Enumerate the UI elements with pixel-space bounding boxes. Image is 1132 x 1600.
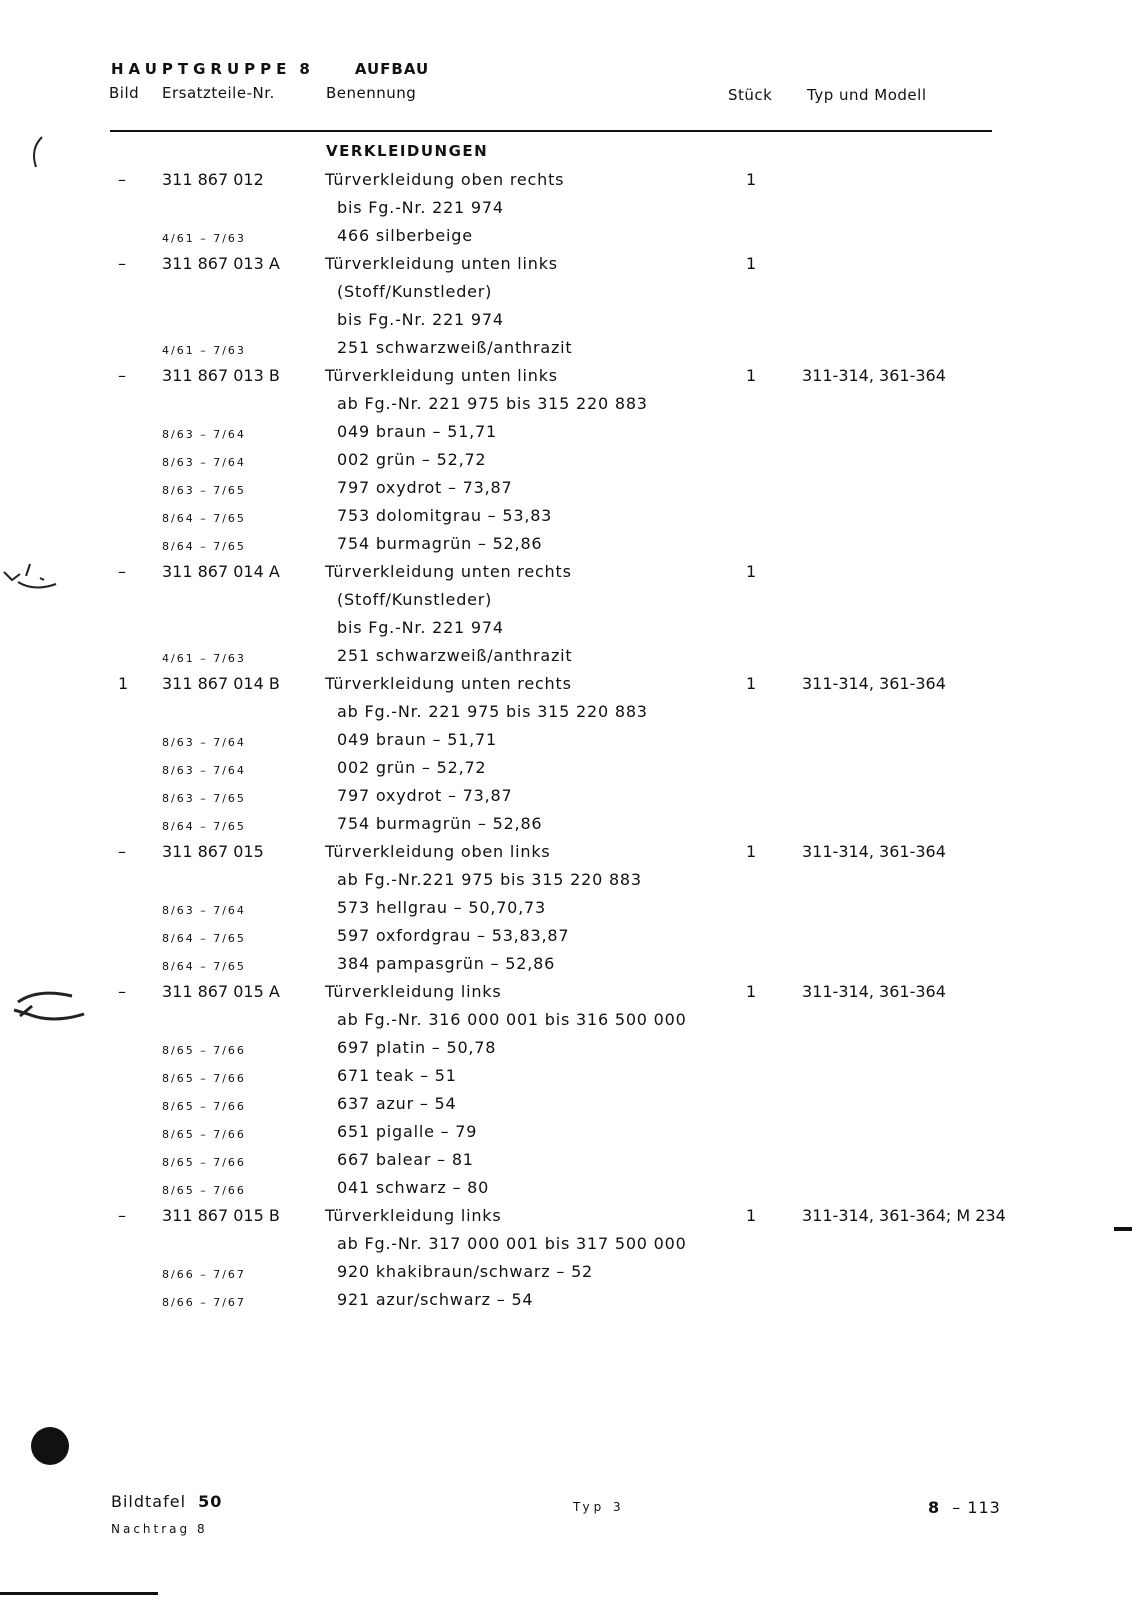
quantity-cell: 1 — [746, 982, 757, 1001]
description-cell: 041 schwarz – 80 — [337, 1178, 490, 1197]
description-cell: 671 teak – 51 — [337, 1066, 457, 1085]
table-row — [0, 170, 1132, 198]
table-row — [0, 702, 1132, 730]
date-range-cell: 8/63 – 7/64 — [162, 736, 246, 749]
table-row — [0, 1094, 1132, 1122]
date-range-cell: 8/66 – 7/67 — [162, 1268, 246, 1281]
table-row — [0, 198, 1132, 226]
description-cell: 921 azur/schwarz – 54 — [337, 1290, 534, 1309]
quantity-cell: 1 — [746, 254, 757, 273]
description-cell: bis Fg.-Nr. 221 974 — [337, 310, 504, 329]
part-number-cell: 311 867 015 — [162, 842, 264, 861]
date-range-cell: 8/64 – 7/65 — [162, 820, 246, 833]
table-row — [0, 1150, 1132, 1178]
table-row — [0, 758, 1132, 786]
scan-bracket-mark — [26, 135, 46, 171]
bild-cell: – — [118, 842, 126, 861]
type-model-cell: 311-314, 361-364 — [802, 982, 946, 1001]
date-range-cell: 8/65 – 7/66 — [162, 1044, 246, 1057]
page-number-value: – 113 — [952, 1498, 1001, 1517]
type-model-cell: 311-314, 361-364 — [802, 674, 946, 693]
date-range-cell: 8/65 – 7/66 — [162, 1156, 246, 1169]
description-cell: Türverkleidung links — [325, 982, 502, 1001]
punch-hole-mark — [28, 1424, 72, 1468]
description-cell: 667 balear – 81 — [337, 1150, 474, 1169]
part-number-cell: 311 867 015 A — [162, 982, 280, 1001]
description-cell: 251 schwarzweiß/anthrazit — [337, 646, 573, 665]
table-row — [0, 618, 1132, 646]
edge-mark — [1114, 1227, 1132, 1231]
description-cell: 754 burmagrün – 52,86 — [337, 814, 543, 833]
table-row — [0, 926, 1132, 954]
quantity-cell: 1 — [746, 562, 757, 581]
table-row — [0, 1234, 1132, 1262]
description-cell: bis Fg.-Nr. 221 974 — [337, 198, 504, 217]
type-model-cell: 311-314, 361-364 — [802, 842, 946, 861]
table-row — [0, 982, 1132, 1010]
description-cell: ab Fg.-Nr. 221 975 bis 315 220 883 — [337, 702, 648, 721]
quantity-cell: 1 — [746, 1206, 757, 1225]
table-row — [0, 1038, 1132, 1066]
date-range-cell: 4/61 – 7/63 — [162, 344, 246, 357]
main-group-label: HAUPTGRUPPE — [111, 60, 292, 78]
table-row — [0, 506, 1132, 534]
column-header-description: Benennung — [326, 84, 417, 102]
date-range-cell: 8/63 – 7/65 — [162, 484, 246, 497]
table-row — [0, 562, 1132, 590]
description-cell: 597 oxfordgrau – 53,83,87 — [337, 926, 570, 945]
description-cell: 920 khakibraun/schwarz – 52 — [337, 1262, 594, 1281]
date-range-cell: 8/65 – 7/66 — [162, 1100, 246, 1113]
vehicle-type: Typ 3 — [573, 1500, 625, 1514]
description-cell: 251 schwarzweiß/anthrazit — [337, 338, 573, 357]
date-range-cell: 4/61 – 7/63 — [162, 652, 246, 665]
table-row — [0, 898, 1132, 926]
date-range-cell: 8/66 – 7/67 — [162, 1296, 246, 1309]
description-cell: 049 braun – 51,71 — [337, 422, 498, 441]
date-range-cell: 8/63 – 7/64 — [162, 904, 246, 917]
description-cell: 754 burmagrün – 52,86 — [337, 534, 543, 553]
description-cell: ab Fg.-Nr. 317 000 001 bis 317 500 000 — [337, 1234, 687, 1253]
part-number-cell: 311 867 013 A — [162, 254, 280, 273]
table-row — [0, 1262, 1132, 1290]
date-range-cell: 8/63 – 7/64 — [162, 456, 246, 469]
quantity-cell: 1 — [746, 674, 757, 693]
date-range-cell: 8/65 – 7/66 — [162, 1184, 246, 1197]
description-cell: bis Fg.-Nr. 221 974 — [337, 618, 504, 637]
column-header-quantity: Stück — [728, 86, 773, 104]
description-cell: 384 pampasgrün – 52,86 — [337, 954, 556, 973]
description-cell: Türverkleidung oben links — [325, 842, 551, 861]
section-title: VERKLEIDUNGEN — [326, 142, 489, 160]
description-cell: ab Fg.-Nr. 221 975 bis 315 220 883 — [337, 394, 648, 413]
table-row — [0, 1066, 1132, 1094]
description-cell: 573 hellgrau – 50,70,73 — [337, 898, 547, 917]
description-cell: ab Fg.-Nr. 316 000 001 bis 316 500 000 — [337, 1010, 687, 1029]
main-group-number: 8 — [299, 60, 315, 78]
date-range-cell: 8/65 – 7/66 — [162, 1128, 246, 1141]
description-cell: 466 silberbeige — [337, 226, 473, 245]
table-row — [0, 730, 1132, 758]
date-range-cell: 8/64 – 7/65 — [162, 512, 246, 525]
table-row — [0, 842, 1132, 870]
table-row — [0, 590, 1132, 618]
description-cell: 002 grün – 52,72 — [337, 450, 487, 469]
page-number — [928, 1498, 1001, 1517]
description-cell: 049 braun – 51,71 — [337, 730, 498, 749]
table-row — [0, 450, 1132, 478]
page-group-number: 8 — [928, 1498, 941, 1517]
scan-smudge-mark — [0, 556, 64, 596]
table-row — [0, 394, 1132, 422]
part-number-cell: 311 867 014 A — [162, 562, 280, 581]
date-range-cell: 4/61 – 7/63 — [162, 232, 246, 245]
table-row — [0, 366, 1132, 394]
date-range-cell: 8/64 – 7/65 — [162, 960, 246, 973]
plate-number: 50 — [198, 1492, 223, 1511]
date-range-cell: 8/64 – 7/65 — [162, 932, 246, 945]
supplement-note: Nachtrag 8 — [111, 1522, 208, 1536]
bild-cell: – — [118, 366, 126, 385]
bottom-edge-mark — [0, 1592, 158, 1595]
type-model-cell: 311-314, 361-364 — [802, 366, 946, 385]
table-row — [0, 478, 1132, 506]
description-cell: 002 grün – 52,72 — [337, 758, 487, 777]
bild-cell: 1 — [118, 674, 129, 693]
description-cell: 753 dolomitgrau – 53,83 — [337, 506, 553, 525]
date-range-cell: 8/64 – 7/65 — [162, 540, 246, 553]
date-range-cell: 8/63 – 7/64 — [162, 764, 246, 777]
quantity-cell: 1 — [746, 366, 757, 385]
bild-cell: – — [118, 170, 126, 189]
bild-cell: – — [118, 1206, 126, 1225]
part-number-cell: 311 867 012 — [162, 170, 264, 189]
quantity-cell: 1 — [746, 170, 757, 189]
table-row — [0, 422, 1132, 450]
table-row — [0, 226, 1132, 254]
date-range-cell: 8/63 – 7/64 — [162, 428, 246, 441]
table-row — [0, 646, 1132, 674]
description-cell: ab Fg.-Nr.221 975 bis 315 220 883 — [337, 870, 642, 889]
description-cell: 797 oxydrot – 73,87 — [337, 478, 513, 497]
plate-reference — [111, 1492, 222, 1511]
type-model-cell: 311-314, 361-364; M 234 — [802, 1206, 1006, 1225]
description-cell: (Stoff/Kunstleder) — [337, 282, 493, 301]
description-cell: 697 platin – 50,78 — [337, 1038, 497, 1057]
bild-cell: – — [118, 562, 126, 581]
part-number-cell: 311 867 014 B — [162, 674, 280, 693]
table-row — [0, 338, 1132, 366]
column-header-type-model: Typ und Modell — [807, 86, 927, 104]
description-cell: Türverkleidung oben rechts — [325, 170, 565, 189]
bild-cell: – — [118, 982, 126, 1001]
description-cell: 651 pigalle – 79 — [337, 1122, 478, 1141]
quantity-cell: 1 — [746, 842, 757, 861]
table-row — [0, 1206, 1132, 1234]
column-header-part-number: Ersatzteile-Nr. — [162, 84, 275, 102]
table-row — [0, 1122, 1132, 1150]
table-row — [0, 870, 1132, 898]
description-cell: Türverkleidung unten rechts — [325, 562, 572, 581]
table-row — [0, 1010, 1132, 1038]
table-row — [0, 786, 1132, 814]
table-row — [0, 1290, 1132, 1318]
description-cell: Türverkleidung unten rechts — [325, 674, 572, 693]
description-cell: 637 azur – 54 — [337, 1094, 457, 1113]
description-cell: (Stoff/Kunstleder) — [337, 590, 493, 609]
bild-cell: – — [118, 254, 126, 273]
description-cell: Türverkleidung unten links — [325, 254, 558, 273]
description-cell: Türverkleidung unten links — [325, 366, 558, 385]
description-cell: Türverkleidung links — [325, 1206, 502, 1225]
table-row — [0, 954, 1132, 982]
table-row — [0, 1178, 1132, 1206]
scan-smudge-mark-2 — [8, 980, 92, 1030]
date-range-cell: 8/63 – 7/65 — [162, 792, 246, 805]
main-group-name: AUFBAU — [354, 60, 430, 78]
description-cell: 797 oxydrot – 73,87 — [337, 786, 513, 805]
table-row — [0, 310, 1132, 338]
plate-label: Bildtafel — [111, 1492, 187, 1511]
table-row — [0, 814, 1132, 842]
column-header-bild: Bild — [109, 84, 140, 102]
part-number-cell: 311 867 015 B — [162, 1206, 280, 1225]
table-row — [0, 282, 1132, 310]
table-row — [0, 254, 1132, 282]
table-row — [0, 534, 1132, 562]
date-range-cell: 8/65 – 7/66 — [162, 1072, 246, 1085]
table-row — [0, 674, 1132, 702]
part-number-cell: 311 867 013 B — [162, 366, 280, 385]
